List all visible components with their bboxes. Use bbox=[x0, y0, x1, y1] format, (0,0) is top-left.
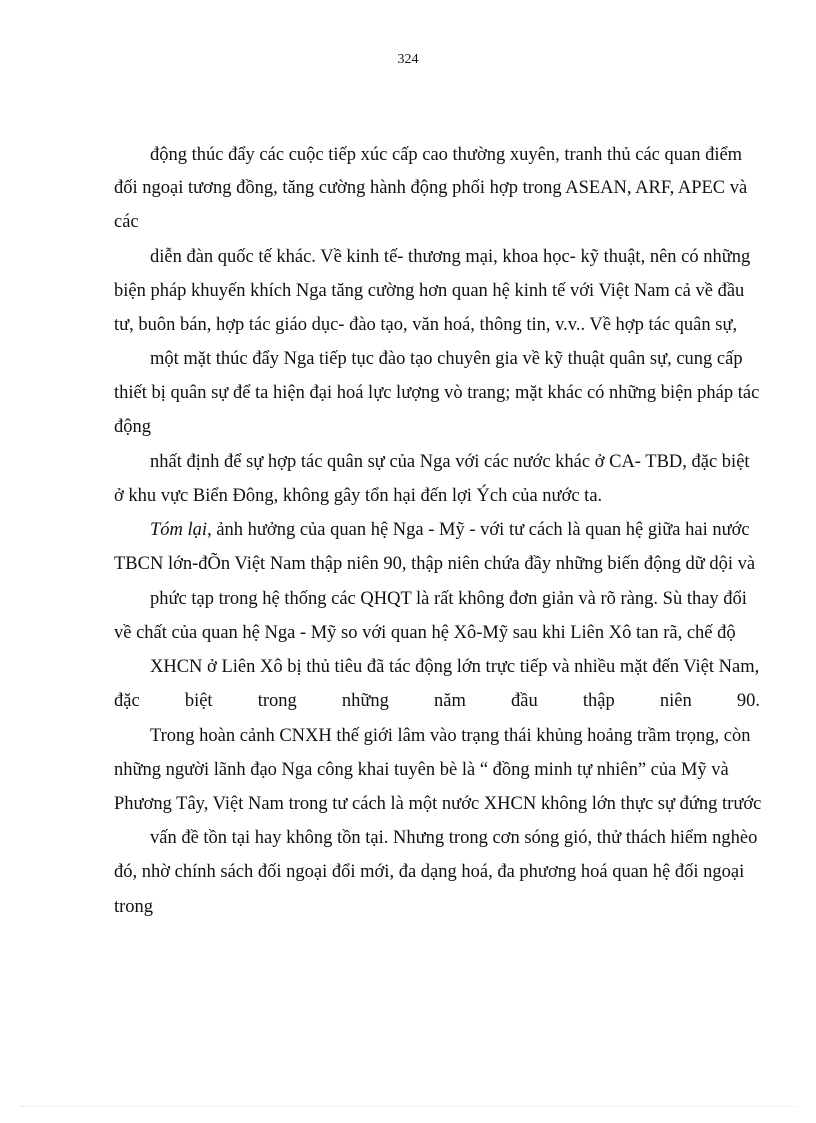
text-line: một mặt thúc đẩy Nga tiếp tục đào tạo chuyên gia về kỹ thuật quân sự, cung cấp bbox=[150, 349, 743, 369]
text-line: TBCN lớn-đÕn Việt Nam thập niên 90, thập niên chứa đầy những biến động dữ dội và bbox=[114, 554, 756, 574]
text-line: đó, nhờ chính sách đối ngoại đổi mới, đa dạng hoá, đa phương hoá quan hệ đối ngoại bbox=[114, 862, 745, 882]
italic-lead-in: Tóm lại bbox=[150, 520, 208, 540]
word: đầu bbox=[511, 691, 538, 711]
text-line: những người lãnh đạo Nga công khai tuyên bè là “ đồng minh tự nhiên” của Mỹ và bbox=[114, 760, 729, 780]
text-line: vấn đề tồn tại hay không tồn tại. Nhưng trong cơn sóng gió, thử thách hiểm nghèo bbox=[150, 828, 758, 848]
word: năm bbox=[434, 691, 466, 711]
text-line: XHCN ở Liên Xô bị thủ tiêu đã tác động lớn trực tiếp và nhiều mặt đến Việt Nam, bbox=[150, 657, 760, 677]
text-line: về chất của quan hệ Nga - Mỹ so với quan hệ Xô-Mỹ sau khi Liên Xô tan rã, chế độ bbox=[114, 623, 736, 643]
text-line: phức tạp trong hệ thống các QHQT là rất không đơn giản và rõ ràng. Sù thay đổi bbox=[150, 589, 747, 609]
comma: , bbox=[207, 520, 217, 540]
word: 90. bbox=[736, 691, 760, 711]
text-line: trong bbox=[114, 897, 154, 917]
text-line: tư, buôn bán, hợp tác giáo dục- đào tạo, văn hoá, thông tin, v.v.. Về hợp tác quân sự, bbox=[114, 315, 738, 335]
text-line: biện pháp khuyến khích Nga tăng cường hơn quan hệ kinh tế với Việt Nam cả về đầu bbox=[114, 281, 745, 301]
page-bottom-divider bbox=[20, 1106, 796, 1107]
page-number: 324 bbox=[397, 52, 419, 67]
text-line: đối ngoại tương đồng, tăng cường hành động phối hợp trong ASEAN, ARF, APEC và bbox=[114, 178, 748, 198]
text-line: nhất định để sự hợp tác quân sự của Nga với các nước khác ở CA- TBD, đặc biệt bbox=[150, 452, 750, 472]
text-line: ảnh hưởng của quan hệ Nga - Mỹ - với tư cách là quan hệ giữa hai nước bbox=[216, 520, 750, 540]
word: thập bbox=[582, 691, 615, 711]
word: biệt bbox=[184, 691, 213, 711]
text-line: Trong hoàn cảnh CNXH thế giới lâm vào trạng thái khủng hoảng trầm trọng, còn bbox=[150, 726, 751, 746]
text-line: động bbox=[114, 417, 151, 437]
text-line: ở khu vực Biển Đông, không gây tổn hại đến lợi Ých của nước ta. bbox=[114, 486, 603, 506]
word: trong bbox=[257, 691, 297, 711]
word: niên bbox=[659, 691, 692, 711]
word: đặc bbox=[114, 691, 140, 711]
text-line: động thúc đẩy các cuộc tiếp xúc cấp cao thường xuyên, tranh thủ các quan điểm bbox=[150, 145, 743, 165]
word: những bbox=[341, 691, 389, 711]
justified-line bbox=[114, 690, 760, 712]
text-line: Phương Tây, Việt Nam trong tư cách là một nước XHCN không lớn thực sự đứng trước bbox=[114, 794, 762, 814]
text-line: diễn đàn quốc tế khác. Về kinh tế- thương mại, khoa học- kỹ thuật, nên có những bbox=[150, 247, 751, 267]
text-line: thiết bị quân sự để ta hiện đại hoá lực lượng vò trang; mặt khác có những biện pháp tác bbox=[114, 383, 760, 403]
summary-paragraph-start bbox=[150, 519, 760, 541]
text-line: các bbox=[114, 212, 139, 232]
